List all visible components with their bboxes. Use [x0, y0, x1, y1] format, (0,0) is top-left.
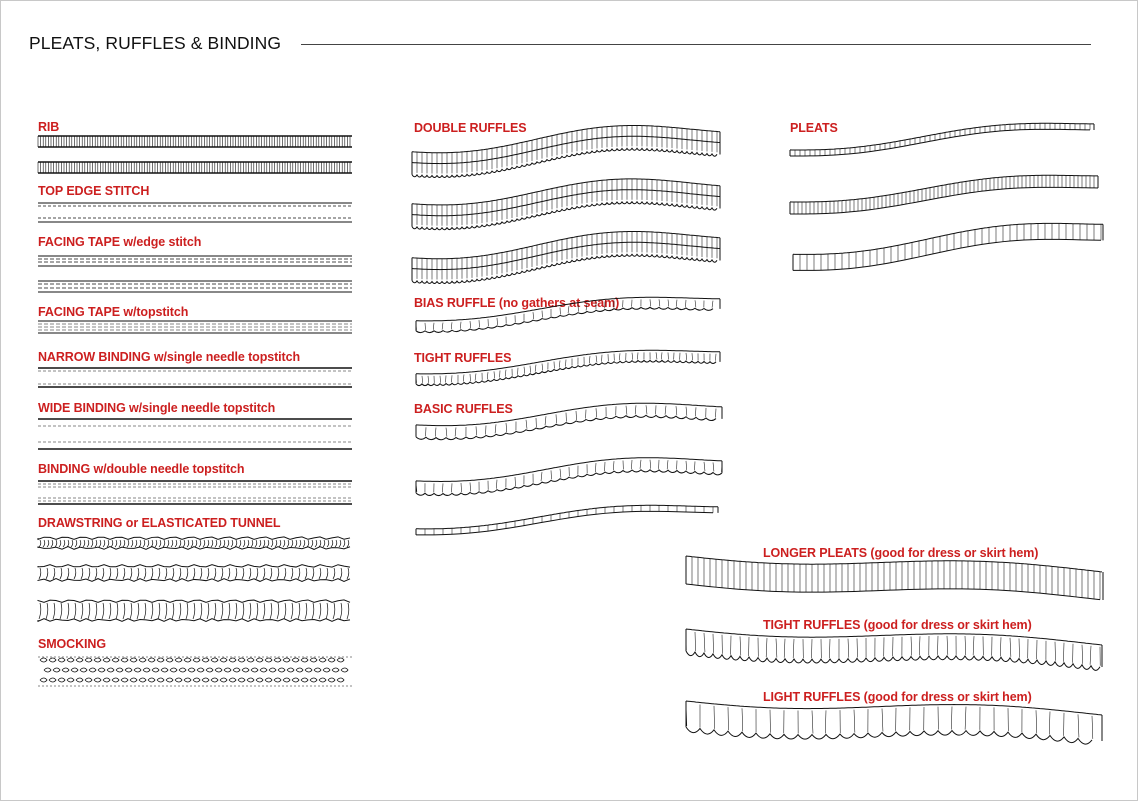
swatch-light-ruffles-hem — [686, 701, 1102, 744]
swatch-double-ruffle-2 — [412, 179, 720, 230]
label-tight-ruffles-text: TIGHT RUFFLES — [414, 351, 512, 365]
label-light-ruffles-hem-text: LIGHT RUFFLES (good for dress or skirt hem) — [763, 690, 1032, 704]
swatch-narrow-binding — [38, 368, 352, 387]
label-double-ruffles-text: DOUBLE RUFFLES — [414, 121, 527, 135]
label-smocking-text: SMOCKING — [38, 637, 106, 651]
label-longer-pleats-text: LONGER PLEATS (good for dress or skirt hem) — [763, 546, 1039, 560]
swatch-drawstring — [38, 537, 350, 622]
swatch-pleats-1 — [790, 123, 1094, 156]
swatch-top-edge-stitch — [38, 203, 352, 222]
swatch-binding-double — [38, 481, 352, 504]
label-pleats-text: PLEATS — [790, 121, 838, 135]
swatch-tight-ruffles — [416, 350, 720, 385]
label-facing-tape-edge-text: FACING TAPE w/edge stitch — [38, 235, 202, 249]
label-facing-tape-top-text: FACING TAPE w/topstitch — [38, 305, 189, 319]
swatch-smocking — [38, 657, 352, 686]
swatch-pleats-2 — [790, 175, 1098, 214]
swatch-basic-ruffle-2 — [416, 458, 722, 496]
swatch-basic-ruffle-1 — [416, 403, 722, 440]
swatch-longer-pleats — [686, 556, 1103, 600]
swatch-tight-ruffles-hem — [686, 629, 1102, 670]
page-title: PLEATS, RUFFLES & BINDING — [29, 33, 282, 53]
label-rib-text: RIB — [38, 120, 60, 134]
swatch-pleats-3 — [793, 223, 1103, 270]
swatch-double-ruffle-1 — [412, 125, 720, 177]
swatch-bias-ruffle — [416, 297, 720, 332]
label-wide-binding-text: WIDE BINDING w/single needle topstitch — [38, 401, 276, 415]
label-binding-double-text: BINDING w/double needle topstitch — [38, 462, 245, 476]
label-bias-ruffle-text: BIAS RUFFLE (no gathers at seam) — [414, 296, 620, 310]
swatch-facing-tape-top — [38, 321, 352, 333]
swatch-basic-ruffle-3 — [416, 505, 718, 535]
label-basic-ruffles-text: BASIC RUFFLES — [414, 402, 513, 416]
swatch-rib — [38, 136, 352, 173]
swatch-wide-binding — [38, 419, 352, 449]
label-tight-ruffles-hem-text: TIGHT RUFFLES (good for dress or skirt hem) — [763, 618, 1032, 632]
swatch-double-ruffle-3 — [412, 231, 720, 283]
label-drawstring-text: DRAWSTRING or ELASTICATED TUNNEL — [38, 516, 281, 530]
label-top-edge-stitch-text: TOP EDGE STITCH — [38, 184, 150, 198]
swatch-facing-tape-edge — [38, 256, 352, 292]
label-narrow-binding-text: NARROW BINDING w/single needle topstitch — [38, 350, 300, 364]
